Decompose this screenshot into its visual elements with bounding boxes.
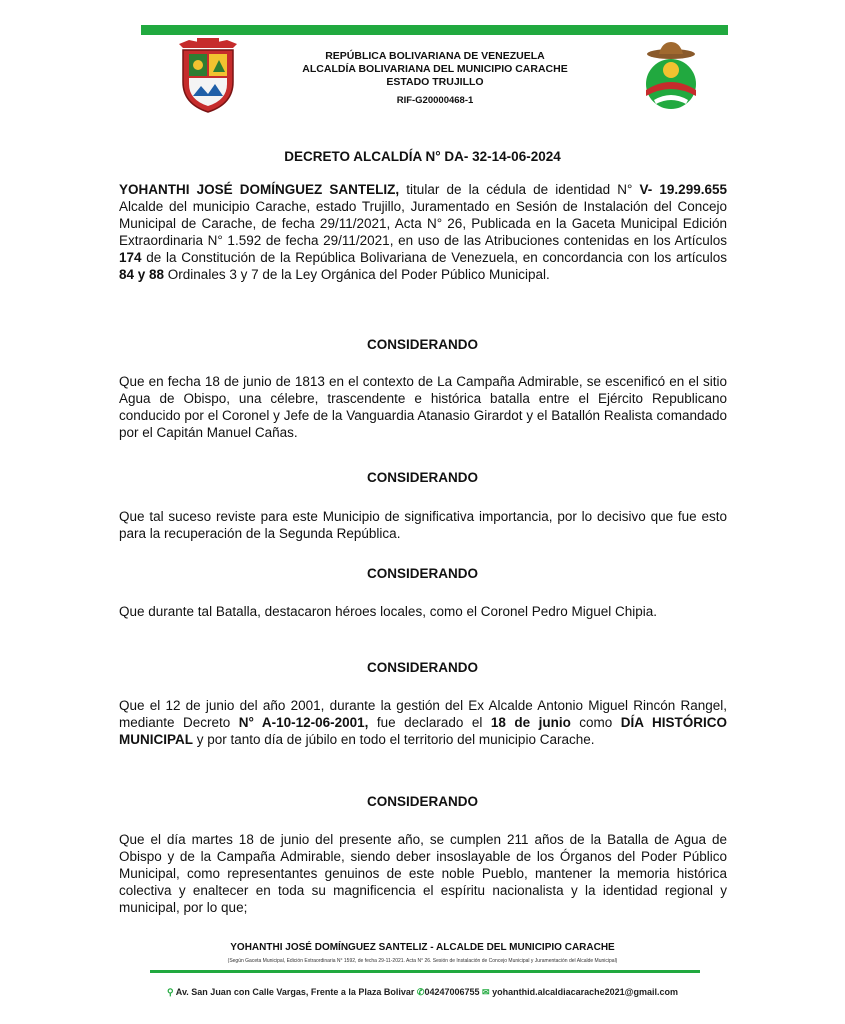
article-number: 174 (119, 250, 142, 265)
intro-text-1: titular de la cédula de identidad N° (399, 182, 633, 197)
historic-date: 18 de junio (490, 715, 571, 730)
footer-email[interactable]: yohanthid.alcaldiacarache2021@gmail.com (492, 987, 678, 997)
email-icon: ✉ (482, 987, 490, 997)
id-number: V- 19.299.655 (639, 182, 727, 197)
footer-phone: 04247006755 (424, 987, 480, 997)
header-green-bar (141, 25, 728, 35)
header-rif: RIF-G20000468-1 (396, 95, 474, 106)
municipal-coat-of-arms-logo (175, 38, 241, 114)
considerando-heading-1: CONSIDERANDO (366, 337, 478, 352)
considerando-heading-4: CONSIDERANDO (366, 660, 478, 675)
footer-contact (0, 987, 845, 998)
footer-address: Av. San Juan con Calle Vargas, Frente a la Plaza Bolivar (175, 987, 415, 997)
decree-intro-paragraph (119, 181, 727, 283)
header-municipality: ALCALDÍA BOLIVARIANA DEL MUNICIPIO CARACHE (302, 63, 568, 75)
header-state: ESTADO TRUJILLO (386, 76, 484, 88)
considerando-paragraph-4 (119, 697, 727, 748)
intro-text-3: de la Constitución de la República Bolivariana de Venezuela, en concordancia con los artículos (141, 250, 727, 265)
phone-icon: ✆ (416, 987, 425, 997)
considerando-heading-3: CONSIDERANDO (366, 566, 478, 581)
considerando-heading-2: CONSIDERANDO (366, 470, 478, 485)
intro-text-2: Alcalde del municipio Carache, estado Trujillo, Juramentado en Sesión de Instalación del Concejo Municipal de Carache, de fecha 29/11/2021, Acta N° 26, Publicada en la Gaceta Municipal Edición Extraordinaria N° 1.592 de fecha 29/11/2021, en uso de las Atribuciones contenidas en los Artículos (119, 199, 727, 248)
considerando-heading-5: CONSIDERANDO (366, 794, 478, 809)
header-country: REPÚBLICA BOLIVARIANA DE VENEZUELA (325, 50, 545, 62)
footer-gazette-note: (Según Gaceta Municipal, Edición Extraordinaria N° 1592, de fecha 29-11-2021. Acta N° 26. Sesión de Instalación de Concejo Municipal y Juramentación del Alcalde Municipal) (227, 958, 618, 964)
c4-text-1: Que el 12 de junio del año 2001, durante la gestión del Ex Alcalde Antonio Miguel Rincón Rangel, mediante Decreto (119, 698, 727, 730)
mayor-name: YOHANTHI JOSÉ DOMÍNGUEZ SANTELIZ, (119, 182, 400, 197)
decree-reference: N° A-10-12-06-2001, (238, 715, 369, 730)
intro-text-4: Ordinales 3 y 7 de la Ley Orgánica del Poder Público Municipal. (164, 267, 550, 282)
c4-text-4: y por tanto día de júbilo en todo el territorio del municipio Carache. (193, 732, 595, 747)
historic-day-label: DÍA HISTÓRICO MUNICIPAL (119, 715, 727, 747)
c4-text-3: como (570, 715, 621, 730)
alcaldia-emblem-logo (632, 40, 710, 112)
footer-green-bar (150, 970, 700, 973)
articles-numbers: 84 y 88 (119, 267, 165, 282)
header-text (260, 50, 610, 107)
considerando-paragraph-2: Que tal suceso reviste para este Municipio de significativa importancia, por lo decisivo que fue esto para la recuperación de la Segunda República. (119, 509, 727, 541)
decree-title: DECRETO ALCALDÍA N° DA- 32-14-06-2024 (284, 149, 561, 164)
c4-text-2: fue declarado el (368, 715, 491, 730)
footer-signature-line: YOHANTHI JOSÉ DOMÍNGUEZ SANTELIZ - ALCALDE DEL MUNICIPIO CARACHE (230, 942, 615, 953)
considerando-paragraph-5: Que el día martes 18 de junio del presente año, se cumplen 211 años de la Batalla de Agua de Obispo y de la Campaña Admirable, siendo deber insoslayable de los Órganos del Poder Público Municipal, como representantes genuinos de este noble Pueblo, mantener la memoria histórica colectiva y enaltecer en toda su magnificencia el espíritu nacionalista y la identidad regional y municipal, por lo que; (119, 832, 727, 915)
considerando-paragraph-3: Que durante tal Batalla, destacaron héroes locales, como el Coronel Pedro Miguel Chipia. (119, 604, 658, 619)
considerando-paragraph-1: Que en fecha 18 de junio de 1813 en el contexto de La Campaña Admirable, se escenificó en el sitio Agua de Obispo, una célebre, trascendente e histórica batalla entre el Ejército Republicano conducido por el Coronel y Jefe de la Vanguardia Atanasio Girardot y el Batallón Realista comandado por el Capitán Manuel Cañas. (119, 374, 727, 440)
location-pin-icon: ⚲ (167, 987, 174, 997)
